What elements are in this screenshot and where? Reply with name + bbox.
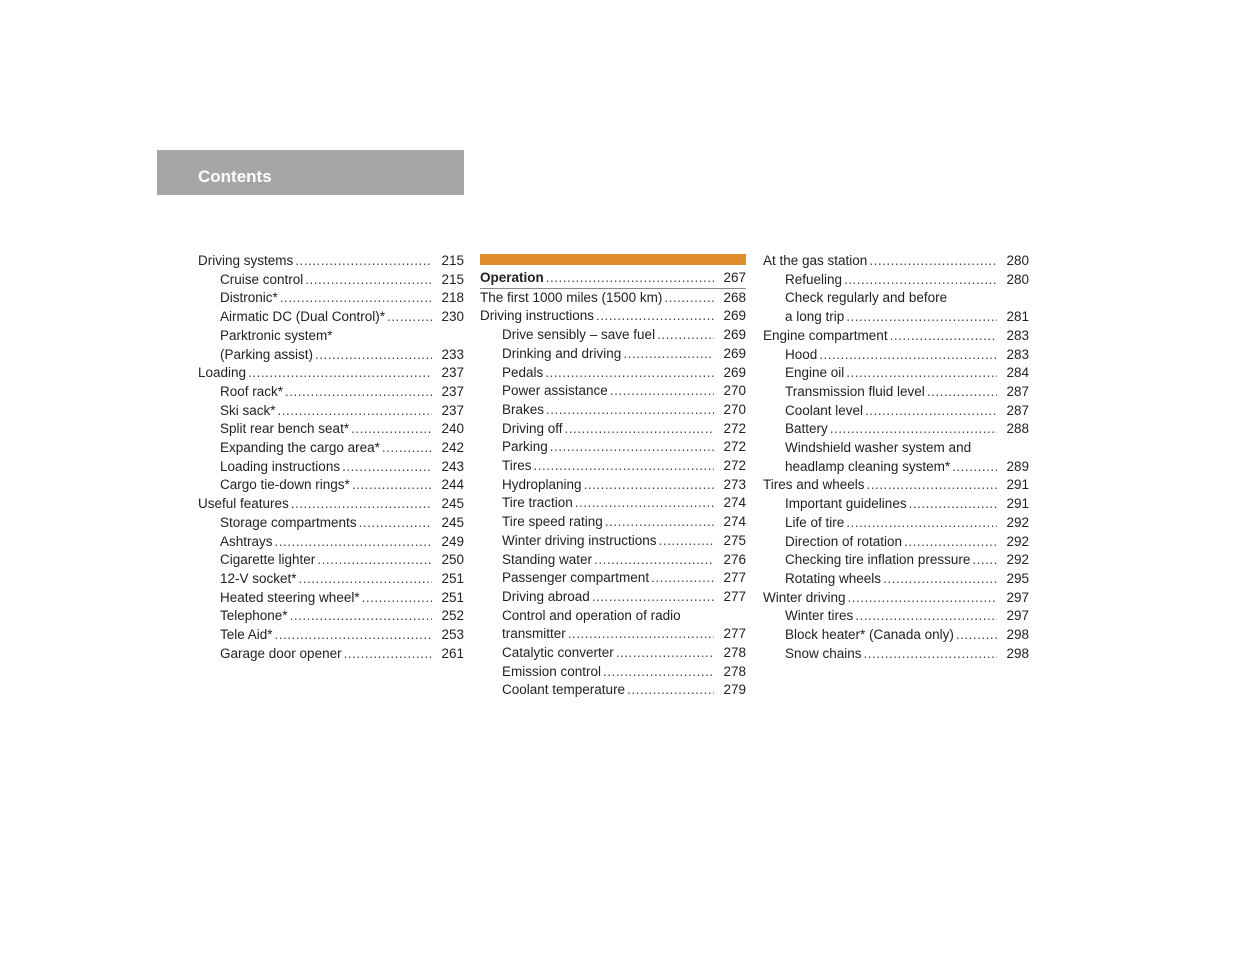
toc-entry[interactable] bbox=[198, 476, 464, 495]
toc-entry-page: 278 bbox=[723, 663, 746, 679]
toc-entry-page: 237 bbox=[441, 365, 464, 381]
toc-entry[interactable] bbox=[763, 439, 1029, 458]
toc-entry-page: 244 bbox=[441, 477, 464, 493]
toc-entry-page: 249 bbox=[441, 533, 464, 549]
toc-entry[interactable] bbox=[480, 532, 746, 551]
toc-entry[interactable] bbox=[198, 570, 464, 589]
toc-leader-dots bbox=[248, 364, 432, 383]
toc-entry-page: 273 bbox=[723, 476, 746, 492]
toc-entry-label: Winter driving bbox=[763, 589, 846, 605]
toc-entry-page: 280 bbox=[1006, 271, 1029, 287]
toc-entry-page: 292 bbox=[1006, 533, 1029, 549]
toc-entry[interactable] bbox=[480, 644, 746, 663]
toc-entry[interactable] bbox=[480, 289, 746, 308]
toc-entry[interactable] bbox=[198, 252, 464, 271]
toc-leader-dots bbox=[387, 308, 432, 327]
toc-entry-label: Snow chains bbox=[785, 645, 862, 661]
toc-entry[interactable] bbox=[480, 438, 746, 457]
toc-leader-dots bbox=[972, 551, 997, 570]
toc-entry[interactable] bbox=[763, 346, 1029, 365]
toc-column-2 bbox=[480, 252, 746, 700]
toc-leader-dots bbox=[295, 252, 432, 271]
toc-entry-label: Important guidelines bbox=[785, 496, 907, 512]
toc-entry-label: Tire traction bbox=[502, 495, 573, 511]
toc-entry[interactable] bbox=[480, 382, 746, 401]
toc-entry-label: Loading bbox=[198, 365, 247, 381]
toc-entry-page: 288 bbox=[1006, 421, 1029, 437]
toc-column-3 bbox=[763, 252, 1029, 663]
toc-leader-dots bbox=[344, 645, 432, 664]
toc-entry-label: Cigarette lighter bbox=[220, 552, 316, 568]
toc-entry[interactable] bbox=[480, 326, 746, 345]
toc-entry[interactable] bbox=[480, 307, 746, 326]
toc-leader-dots bbox=[291, 495, 432, 514]
toc-leader-dots bbox=[275, 626, 432, 645]
toc-leader-dots bbox=[565, 420, 714, 439]
toc-entry-label: Checking tire inflation pressure bbox=[785, 552, 971, 568]
toc-leader-dots bbox=[290, 607, 432, 626]
toc-entry-label: Operation bbox=[480, 270, 544, 285]
toc-entry-page: 279 bbox=[723, 682, 746, 698]
toc-entry[interactable] bbox=[198, 383, 464, 402]
toc-entry[interactable] bbox=[198, 495, 464, 514]
toc-leader-dots bbox=[546, 401, 714, 420]
toc-leader-dots bbox=[848, 589, 997, 608]
toc-entry[interactable] bbox=[763, 271, 1029, 290]
toc-entry-page: 272 bbox=[723, 439, 746, 455]
toc-entry-label: Storage compartments bbox=[220, 514, 357, 530]
toc-entry-page: 269 bbox=[723, 364, 746, 380]
toc-entry-label: Winter tires bbox=[785, 608, 854, 624]
toc-leader-dots bbox=[351, 420, 432, 439]
toc-entry-page: 237 bbox=[441, 402, 464, 418]
toc-entry[interactable] bbox=[480, 663, 746, 682]
toc-entry-label: 12-V socket* bbox=[220, 570, 297, 586]
toc-entry[interactable] bbox=[763, 364, 1029, 383]
toc-entry-label: Driving systems bbox=[198, 253, 294, 268]
toc-leader-dots bbox=[830, 420, 997, 439]
toc-entry-label: Engine oil bbox=[785, 365, 845, 381]
toc-entry-page: 270 bbox=[723, 401, 746, 417]
toc-entry-page: 297 bbox=[1006, 589, 1029, 605]
toc-leader-dots bbox=[909, 495, 997, 514]
toc-entry-label: Check regularly and before bbox=[785, 290, 948, 306]
toc-entry-page: 237 bbox=[441, 383, 464, 399]
toc-entry-label: Split rear bench seat* bbox=[220, 421, 350, 437]
toc-entry-page: 291 bbox=[1006, 496, 1029, 512]
toc-entry-page: 281 bbox=[1006, 309, 1029, 325]
toc-entry-page: 272 bbox=[723, 420, 746, 436]
toc-entry-page: 268 bbox=[723, 289, 746, 305]
toc-entry-label: (Parking assist) bbox=[220, 346, 314, 362]
toc-leader-dots bbox=[952, 458, 997, 477]
toc-entry[interactable] bbox=[763, 476, 1029, 495]
toc-entry-page: 272 bbox=[723, 458, 746, 474]
toc-entry-label: Passenger compartment bbox=[502, 570, 650, 586]
toc-entry-page: 274 bbox=[723, 495, 746, 511]
toc-leader-dots bbox=[550, 438, 714, 457]
toc-entry-page: 292 bbox=[1006, 552, 1029, 568]
toc-entry-page: 298 bbox=[1006, 627, 1029, 643]
toc-entry-label: Garage door opener bbox=[220, 645, 342, 661]
toc-entry-label: Pedals bbox=[502, 364, 544, 380]
toc-entry-label: Cruise control bbox=[220, 271, 304, 287]
toc-entry-page: 289 bbox=[1006, 458, 1029, 474]
toc-entry-page: 275 bbox=[723, 532, 746, 548]
toc-entry-page: 280 bbox=[1006, 253, 1029, 268]
toc-entry-page: 251 bbox=[441, 570, 464, 586]
toc-entry[interactable] bbox=[480, 269, 746, 289]
toc-entry[interactable] bbox=[480, 588, 746, 607]
toc-entry[interactable] bbox=[763, 645, 1029, 664]
toc-entry-label: Battery bbox=[785, 421, 828, 437]
toc-entry[interactable] bbox=[763, 607, 1029, 626]
toc-entry[interactable] bbox=[763, 402, 1029, 421]
toc-entry-page: 240 bbox=[441, 421, 464, 437]
toc-leader-dots bbox=[657, 326, 714, 345]
toc-leader-dots bbox=[584, 476, 714, 495]
toc-entry-label: Tires and wheels bbox=[763, 477, 865, 493]
toc-entry-label: Loading instructions bbox=[220, 458, 341, 474]
toc-leader-dots bbox=[956, 626, 997, 645]
toc-leader-dots bbox=[883, 570, 997, 589]
toc-entry-label: Driving off bbox=[502, 420, 563, 436]
toc-leader-dots bbox=[299, 570, 432, 589]
toc-leader-dots bbox=[855, 607, 997, 626]
toc-entry-label: At the gas station bbox=[763, 253, 868, 268]
accent-bar-spacer bbox=[480, 252, 746, 269]
toc-entry-page: 251 bbox=[441, 589, 464, 605]
toc-entry[interactable] bbox=[198, 439, 464, 458]
toc-entry-label: Drive sensibly – save fuel bbox=[502, 327, 656, 343]
toc-leader-dots bbox=[603, 663, 714, 682]
toc-entry-page: 278 bbox=[723, 645, 746, 661]
toc-entry-page: 245 bbox=[441, 496, 464, 512]
toc-entry[interactable] bbox=[198, 364, 464, 383]
toc-leader-dots bbox=[627, 681, 714, 700]
toc-leader-dots bbox=[280, 289, 432, 308]
toc-entry-label: transmitter bbox=[502, 626, 566, 642]
toc-entry-label: Block heater* (Canada only) bbox=[785, 627, 954, 643]
toc-entry-label: Life of tire bbox=[785, 514, 845, 530]
toc-entry-label: Tires bbox=[502, 458, 532, 474]
toc-leader-dots bbox=[594, 551, 714, 570]
toc-entry[interactable] bbox=[480, 401, 746, 420]
toc-entry-label: Hydroplaning bbox=[502, 476, 582, 492]
toc-leader-dots bbox=[315, 346, 432, 365]
toc-entry-label: Hood bbox=[785, 346, 818, 362]
toc-entry-label: Coolant temperature bbox=[502, 682, 626, 698]
toc-leader-dots bbox=[865, 402, 997, 421]
toc-entry-page: 261 bbox=[441, 645, 464, 661]
toc-leader-dots bbox=[545, 364, 714, 383]
toc-entry-page: 287 bbox=[1006, 402, 1029, 418]
toc-entry[interactable] bbox=[763, 289, 1029, 308]
toc-entry-page: 297 bbox=[1006, 608, 1029, 624]
toc-leader-dots bbox=[546, 269, 714, 288]
toc-entry-page: 291 bbox=[1006, 477, 1029, 493]
toc-entry-page: 277 bbox=[723, 570, 746, 586]
toc-entry[interactable] bbox=[763, 252, 1029, 271]
toc-entry-label: Airmatic DC (Dual Control)* bbox=[220, 309, 386, 325]
toc-entry-page: 215 bbox=[441, 253, 464, 268]
toc-entry-page: 267 bbox=[723, 270, 746, 285]
toc-entry[interactable] bbox=[763, 551, 1029, 570]
toc-leader-dots bbox=[846, 308, 997, 327]
toc-column-1 bbox=[198, 252, 464, 663]
toc-entry-label: Useful features bbox=[198, 496, 289, 512]
toc-leader-dots bbox=[596, 307, 714, 326]
toc-entry-label: Control and operation of radio bbox=[502, 607, 681, 623]
toc-entry-label: Winter driving instructions bbox=[502, 532, 657, 548]
toc-entry[interactable] bbox=[480, 681, 746, 700]
toc-entry-label: Power assistance bbox=[502, 383, 608, 399]
toc-entry-label: Engine compartment bbox=[763, 327, 888, 343]
toc-leader-dots bbox=[382, 439, 432, 458]
toc-leader-dots bbox=[610, 382, 714, 401]
toc-entry[interactable] bbox=[198, 607, 464, 626]
toc-entry-page: 292 bbox=[1006, 514, 1029, 530]
toc-entry[interactable] bbox=[198, 271, 464, 290]
toc-entry[interactable] bbox=[763, 420, 1029, 439]
toc-leader-dots bbox=[659, 532, 714, 551]
toc-entry-label: Roof rack* bbox=[220, 383, 284, 399]
toc-leader-dots bbox=[651, 569, 714, 588]
toc-entry[interactable] bbox=[480, 476, 746, 495]
toc-entry[interactable] bbox=[480, 364, 746, 383]
toc-leader-dots bbox=[575, 494, 714, 513]
toc-entry-label: Telephone* bbox=[220, 608, 288, 624]
toc-entry-page: 295 bbox=[1006, 570, 1029, 586]
toc-entry-page: 277 bbox=[723, 626, 746, 642]
toc-leader-dots bbox=[359, 514, 432, 533]
toc-entry-page: 269 bbox=[723, 327, 746, 343]
toc-leader-dots bbox=[623, 345, 714, 364]
toc-leader-dots bbox=[275, 533, 432, 552]
toc-entry[interactable] bbox=[198, 514, 464, 533]
toc-entry-page: 253 bbox=[441, 627, 464, 643]
toc-entry[interactable] bbox=[480, 607, 746, 626]
toc-entry[interactable] bbox=[480, 345, 746, 364]
toc-entry[interactable] bbox=[198, 346, 464, 365]
toc-entry-label: Parktronic system* bbox=[220, 327, 333, 343]
toc-leader-dots bbox=[846, 364, 997, 383]
toc-entry[interactable] bbox=[763, 383, 1029, 402]
toc-leader-dots bbox=[927, 383, 997, 402]
page-title: Contents bbox=[198, 167, 272, 186]
toc-entry-label: Windshield washer system and bbox=[785, 440, 972, 456]
toc-entry-label: Distronic* bbox=[220, 290, 278, 306]
toc-entry-page: 277 bbox=[723, 588, 746, 604]
toc-entry[interactable] bbox=[198, 551, 464, 570]
toc-entry-page: 252 bbox=[441, 608, 464, 624]
toc-entry-label: Tele Aid* bbox=[220, 627, 273, 643]
toc-leader-dots bbox=[362, 589, 432, 608]
toc-entry[interactable] bbox=[198, 458, 464, 477]
toc-entry-page: 287 bbox=[1006, 383, 1029, 399]
toc-leader-dots bbox=[278, 402, 432, 421]
toc-entry-label: The first 1000 miles (1500 km) bbox=[480, 289, 663, 305]
toc-entry-page: 230 bbox=[441, 309, 464, 325]
toc-leader-dots bbox=[352, 476, 432, 495]
toc-entry-label: Direction of rotation bbox=[785, 533, 903, 549]
toc-entry[interactable] bbox=[198, 289, 464, 308]
toc-entry[interactable] bbox=[480, 494, 746, 513]
toc-entry-page: 276 bbox=[723, 551, 746, 567]
toc-entry-label: Tire speed rating bbox=[502, 514, 603, 530]
toc-entry-page: 270 bbox=[723, 383, 746, 399]
toc-entry-page: 269 bbox=[723, 308, 746, 324]
toc-entry[interactable] bbox=[763, 533, 1029, 552]
toc-entry-page: 274 bbox=[723, 514, 746, 530]
toc-entry-label: Refueling bbox=[785, 271, 843, 287]
toc-leader-dots bbox=[869, 252, 997, 271]
toc-entry[interactable] bbox=[480, 551, 746, 570]
toc-entry[interactable] bbox=[198, 589, 464, 608]
toc-entry-label: Parking bbox=[502, 439, 548, 455]
toc-entry-label: Coolant level bbox=[785, 402, 864, 418]
toc-leader-dots bbox=[864, 645, 997, 664]
toc-entry-page: 283 bbox=[1006, 346, 1029, 362]
toc-entry[interactable] bbox=[480, 625, 746, 644]
contents-header bbox=[157, 150, 464, 195]
toc-entry[interactable] bbox=[198, 645, 464, 664]
toc-leader-dots bbox=[534, 457, 715, 476]
toc-entry[interactable] bbox=[763, 589, 1029, 608]
toc-entry-page: 243 bbox=[441, 458, 464, 474]
toc-entry[interactable] bbox=[480, 513, 746, 532]
toc-leader-dots bbox=[305, 271, 432, 290]
toc-leader-dots bbox=[568, 625, 714, 644]
toc-entry-label: Ashtrays bbox=[220, 533, 273, 549]
toc-entry-label: Ski sack* bbox=[220, 402, 276, 418]
toc-entry-label: Transmission fluid level bbox=[785, 383, 925, 399]
toc-entry[interactable] bbox=[763, 570, 1029, 589]
toc-leader-dots bbox=[890, 327, 997, 346]
toc-entry-label: headlamp cleaning system* bbox=[785, 458, 951, 474]
toc-entry-page: 242 bbox=[441, 440, 464, 456]
toc-entry-label: Driving instructions bbox=[480, 308, 595, 324]
toc-entry-label: Standing water bbox=[502, 551, 593, 567]
toc-entry[interactable] bbox=[198, 533, 464, 552]
toc-entry-label: Drinking and driving bbox=[502, 345, 622, 361]
toc-entry-page: 269 bbox=[723, 345, 746, 361]
toc-leader-dots bbox=[867, 476, 997, 495]
toc-entry-page: 245 bbox=[441, 514, 464, 530]
toc-entry[interactable] bbox=[480, 457, 746, 476]
toc-entry[interactable] bbox=[198, 402, 464, 421]
toc-entry[interactable] bbox=[763, 308, 1029, 327]
toc-entry-label: a long trip bbox=[785, 309, 845, 325]
toc-leader-dots bbox=[844, 271, 997, 290]
toc-leader-dots bbox=[819, 346, 997, 365]
toc-leader-dots bbox=[285, 383, 432, 402]
toc-leader-dots bbox=[592, 588, 714, 607]
toc-entry-page: 284 bbox=[1006, 365, 1029, 381]
toc-entry-page: 283 bbox=[1006, 327, 1029, 343]
toc-entry[interactable] bbox=[763, 327, 1029, 346]
toc-entry-label: Heated steering wheel* bbox=[220, 589, 360, 605]
toc-entry-label: Driving abroad bbox=[502, 588, 590, 604]
toc-entry[interactable] bbox=[198, 626, 464, 645]
toc-leader-dots bbox=[846, 514, 997, 533]
toc-entry-label: Brakes bbox=[502, 401, 545, 417]
toc-entry-page: 250 bbox=[441, 552, 464, 568]
toc-leader-dots bbox=[616, 644, 714, 663]
toc-entry-page: 218 bbox=[441, 290, 464, 306]
toc-leader-dots bbox=[317, 551, 432, 570]
toc-entry-label: Catalytic converter bbox=[502, 645, 614, 661]
toc-entry-label: Rotating wheels bbox=[785, 570, 882, 586]
toc-entry[interactable] bbox=[480, 420, 746, 439]
toc-entry-page: 215 bbox=[441, 271, 464, 287]
toc-leader-dots bbox=[342, 458, 432, 477]
toc-entry[interactable] bbox=[198, 420, 464, 439]
toc-entry[interactable] bbox=[480, 569, 746, 588]
toc-entry-label: Cargo tie-down rings* bbox=[220, 477, 350, 493]
toc-entry[interactable] bbox=[763, 495, 1029, 514]
toc-leader-dots bbox=[605, 513, 714, 532]
toc-entry[interactable] bbox=[763, 626, 1029, 645]
toc-entry-label: Expanding the cargo area* bbox=[220, 440, 380, 456]
toc-entry[interactable] bbox=[763, 514, 1029, 533]
toc-leader-dots bbox=[904, 533, 997, 552]
toc-entry-page: 233 bbox=[441, 346, 464, 362]
toc-entry[interactable] bbox=[198, 327, 464, 346]
toc-entry[interactable] bbox=[763, 458, 1029, 477]
toc-entry-page: 298 bbox=[1006, 645, 1029, 661]
toc-entry[interactable] bbox=[198, 308, 464, 327]
toc-entry-label: Emission control bbox=[502, 663, 602, 679]
toc-leader-dots bbox=[664, 289, 714, 308]
